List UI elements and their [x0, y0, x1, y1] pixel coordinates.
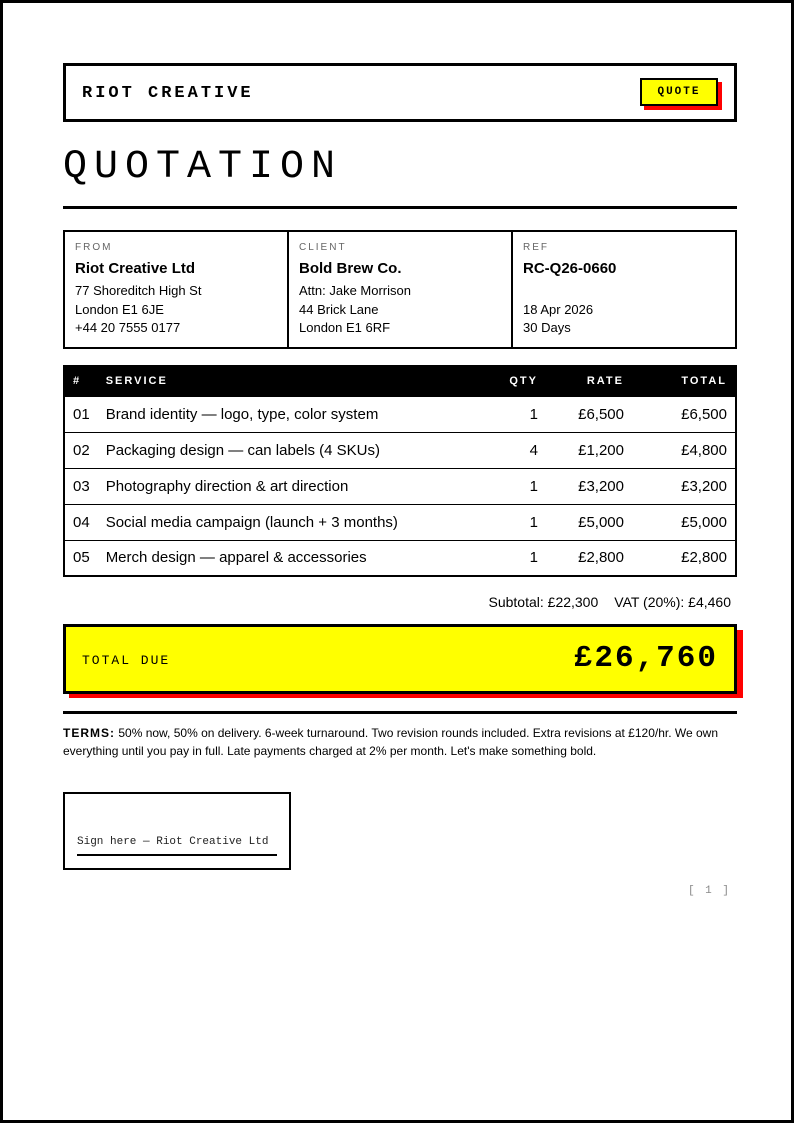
row-num: 03	[64, 468, 98, 504]
client-name: Bold Brew Co.	[299, 260, 402, 277]
row-total: £2,800	[632, 540, 736, 576]
header-service: SERVICE	[98, 366, 486, 396]
ref-box	[513, 232, 735, 347]
ref-number: RC-Q26-0660	[523, 260, 617, 277]
page-number: [ 1 ]	[687, 885, 731, 897]
row-rate: £6,500	[546, 396, 632, 432]
brand-name: RIOT CREATIVE	[82, 84, 254, 103]
terms-divider	[63, 711, 737, 714]
table-row	[64, 504, 736, 540]
row-qty: 1	[486, 540, 546, 576]
subtotals	[489, 594, 732, 610]
row-qty: 1	[486, 396, 546, 432]
header-num: #	[64, 366, 98, 396]
header-qty: QTY	[486, 366, 546, 396]
client-label: CLIENT	[299, 242, 347, 253]
row-total: £3,200	[632, 468, 736, 504]
info-boxes	[63, 230, 737, 349]
row-rate: £2,800	[546, 540, 632, 576]
row-qty: 1	[486, 468, 546, 504]
row-num: 01	[64, 396, 98, 432]
header-rate: RATE	[546, 366, 632, 396]
row-total: £4,800	[632, 432, 736, 468]
client-box	[289, 232, 513, 347]
ref-validity: 30 Days	[523, 320, 571, 335]
table-row	[64, 396, 736, 432]
total-due-value: £26,760	[573, 641, 718, 676]
from-phone: +44 20 7555 0177	[75, 320, 181, 335]
signature-box[interactable]	[63, 792, 291, 870]
row-num: 04	[64, 504, 98, 540]
row-service: Packaging design — can labels (4 SKUs)	[98, 432, 486, 468]
ref-date: 18 Apr 2026	[523, 301, 594, 317]
terms	[63, 724, 737, 760]
badge-label: QUOTE	[640, 78, 718, 106]
title-divider	[63, 206, 737, 209]
client-attn: Attn: Jake Morrison	[299, 283, 411, 298]
ref-label: REF	[523, 242, 549, 253]
row-rate: £3,200	[546, 468, 632, 504]
row-service: Merch design — apparel & accessories	[98, 540, 486, 576]
row-service: Photography direction & art direction	[98, 468, 486, 504]
total-due-box	[63, 624, 737, 694]
from-box	[65, 232, 289, 347]
header-total: TOTAL	[632, 366, 736, 396]
signature-line	[77, 854, 277, 856]
client-address-2: London E1 6RF	[299, 320, 391, 335]
terms-heading: TERMS:	[63, 726, 115, 740]
table-row	[64, 540, 736, 576]
terms-text: 50% now, 50% on delivery. 6-week turnaround. Two revision rounds included. Extra revisions at £120/hr. We own everything until you pay in full. Late payments charged at 2% per month. Let's make something bold.	[63, 726, 719, 758]
row-rate: £5,000	[546, 504, 632, 540]
row-qty: 1	[486, 504, 546, 540]
table-header-row	[64, 366, 736, 396]
row-num: 05	[64, 540, 98, 576]
row-service: Brand identity — logo, type, color system	[98, 396, 486, 432]
line-items-table	[63, 365, 737, 577]
signature-label: Sign here — Riot Creative Ltd	[77, 836, 269, 848]
total-due-label: TOTAL DUE	[82, 653, 171, 668]
row-total: £6,500	[632, 396, 736, 432]
subtotal-value: Subtotal: £22,300	[488, 594, 599, 610]
table-row	[64, 468, 736, 504]
row-qty: 4	[486, 432, 546, 468]
row-rate: £1,200	[546, 432, 632, 468]
row-num: 02	[64, 432, 98, 468]
row-service: Social media campaign (launch + 3 months)	[98, 504, 486, 540]
from-name: Riot Creative Ltd	[75, 260, 196, 277]
vat-value: VAT (20%): £4,460	[614, 594, 731, 610]
from-address-1: 77 Shoreditch High St	[75, 283, 202, 298]
row-total: £5,000	[632, 504, 736, 540]
from-address-2: London E1 6JE	[75, 301, 164, 317]
header-bar	[63, 63, 737, 122]
from-label: FROM	[75, 242, 113, 253]
table-row	[64, 432, 736, 468]
quote-badge	[640, 78, 718, 106]
page-title: QUOTATION	[63, 145, 343, 190]
client-address-1: 44 Brick Lane	[299, 301, 379, 317]
